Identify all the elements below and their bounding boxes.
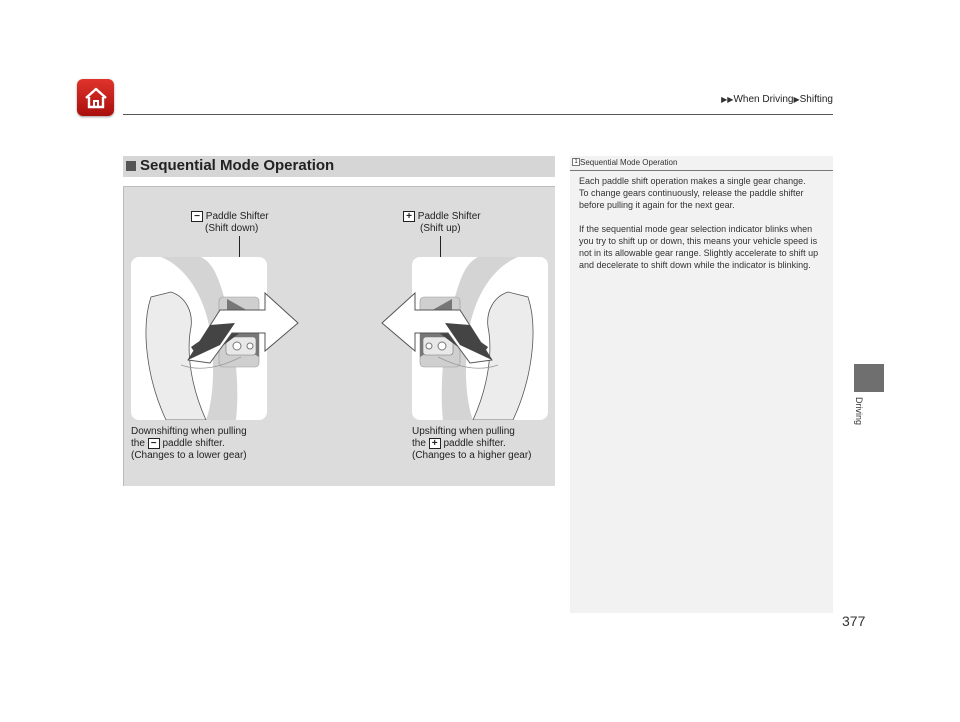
breadcrumb-arrow-icon: ▶ bbox=[793, 95, 800, 104]
minus-key-icon: − bbox=[148, 438, 160, 449]
note-title bbox=[570, 156, 833, 171]
header-divider bbox=[123, 114, 833, 115]
upshift-caption: Upshifting when pulling the + paddle shifter. (Changes to a higher gear) bbox=[412, 426, 532, 462]
plus-key-icon: + bbox=[429, 438, 441, 449]
right-paddle-callout: + Paddle Shifter (Shift up) bbox=[403, 211, 481, 235]
chapter-label: Driving bbox=[854, 397, 864, 426]
note-paragraph: If the sequential mode gear selection indicator blinks when you try to shift up or down, this means your vehicle speed is not in its allowable gear range. Slightly accelerate to shift up and decelerate to shift down while the indicator is blinking. bbox=[579, 224, 819, 270]
note-title-text: Sequential Mode Operation bbox=[580, 158, 678, 167]
section-header bbox=[123, 156, 555, 177]
minus-key-icon: − bbox=[191, 211, 203, 222]
breadcrumb-item[interactable]: Shifting bbox=[799, 94, 833, 105]
note-panel bbox=[570, 156, 833, 613]
plus-key-icon: + bbox=[403, 211, 415, 222]
breadcrumb bbox=[721, 94, 833, 105]
pull-arrow-left-icon bbox=[180, 285, 300, 365]
breadcrumb-arrow-icon: ▶▶ bbox=[721, 95, 734, 104]
breadcrumb-item[interactable]: When Driving bbox=[733, 94, 794, 105]
downshift-caption: Downshifting when pulling the − paddle shifter. (Changes to a lower gear) bbox=[131, 426, 247, 462]
home-button[interactable] bbox=[77, 79, 114, 116]
left-paddle-callout: − Paddle Shifter (Shift down) bbox=[191, 211, 269, 235]
chapter-tab[interactable] bbox=[854, 364, 884, 392]
pull-arrow-right-icon bbox=[380, 285, 500, 365]
note-paragraph: Each paddle shift operation makes a single gear change. To change gears continuously, release the paddle shifter before pulling it again for the next gear. bbox=[579, 176, 806, 210]
section-title: Sequential Mode Operation bbox=[140, 157, 335, 174]
note-body bbox=[579, 175, 827, 283]
note-number-icon: 1 bbox=[572, 158, 580, 166]
home-icon bbox=[83, 86, 109, 110]
page-number: 377 bbox=[842, 613, 866, 629]
section-bullet-icon bbox=[126, 161, 136, 171]
